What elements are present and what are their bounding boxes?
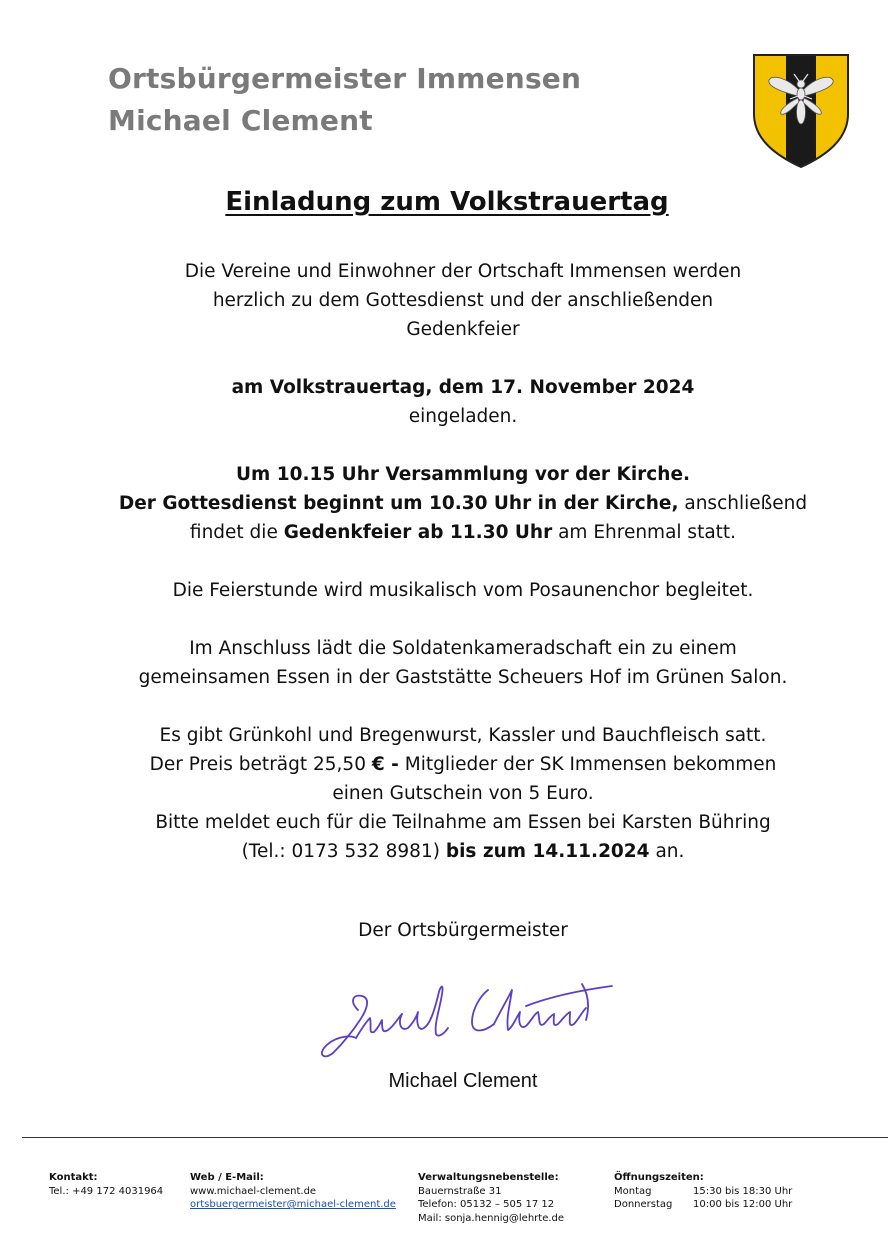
paragraph-line [0,750,894,779]
footer-heading: Öffnungszeiten: [614,1172,704,1183]
footer-web [190,1171,396,1212]
registration-deadline: bis zum 14.11.2024 [445,841,650,862]
office-street: Bauernstraße 31 [418,1185,502,1197]
signature-name: Michael Clement [388,1070,538,1092]
paragraph-line: einen Gutschein von 5 Euro. [332,783,594,804]
paragraph-line: herzlich zu dem Gottesdienst und der anschließenden [212,290,714,311]
hours-time: 15:30 bis 18:30 Uhr [693,1185,793,1197]
paragraph-line: Die Feierstunde wird musikalisch vom Posaunenchor begleitet. [172,580,754,601]
paragraph-line: Bitte meldet euch für die Teilnahme am Essen bei Karsten Bühring [155,812,771,833]
paragraph-line: gemeinsamen Essen in der Gaststätte Scheuers Hof im Grünen Salon. [138,667,788,688]
invitation-body [0,257,894,866]
hours-day: Montag [614,1185,652,1197]
text-run: am Ehrenmal statt. [552,522,737,543]
paragraph-line: Im Anschluss lädt die Soldatenkameradschaft ein zu einem [189,638,737,659]
paragraph-line: Die Vereine und Einwohner der Ortschaft Immensen werden [184,261,742,282]
text-run: (Tel.: 0173 532 8981) [241,841,446,862]
paragraph-line: Es gibt Grünkohl und Bregenwurst, Kassler und Bauchfleisch satt. [159,725,767,746]
letterhead [108,58,668,142]
hours-row [614,1185,792,1199]
footer-heading: Verwaltungsnebenstelle: [418,1172,559,1183]
assembly-time: Um 10.15 Uhr Versammlung vor der Kirche. [235,464,691,485]
paragraph-line: Gedenkfeier [406,319,520,340]
coat-of-arms-icon [751,52,851,170]
handwritten-signature [312,972,622,1064]
letterhead-name: Michael Clement [108,104,373,137]
text-run: Mitglieder der SK Immensen bekommen [398,754,777,775]
footer-divider [22,1137,888,1138]
paragraph-line [0,489,894,518]
text-run: anschließend [678,493,808,514]
event-date: am Volkstrauertag, dem 17. November 2024 [231,377,695,398]
footer-office [418,1171,564,1225]
footer-heading: Kontakt: [49,1172,98,1183]
text-run: findet die [189,522,284,543]
hours-time: 10:00 bis 12:00 Uhr [693,1199,793,1211]
service-time: Der Gottesdienst beginnt um 10.30 Uhr in der Kirche, [118,493,679,514]
closing-line: Der Ortsbürgermeister [358,920,568,941]
hours-row [614,1198,792,1212]
hours-day: Donnerstag [614,1199,673,1211]
footer-contact [49,1171,163,1198]
website-url: www.michael-clement.de [190,1185,317,1197]
text-run: an. [649,841,685,862]
office-mail: Mail: sonja.hennig@lehrte.de [418,1212,565,1224]
letterhead-title: Ortsbürgermeister Immensen [108,62,582,95]
office-phone: Telefon: 05132 – 505 17 12 [418,1199,555,1211]
paragraph-line [0,518,894,547]
email-link[interactable]: ortsbuergermeister@michael-clement.de [190,1199,396,1211]
text-run: Der Preis beträgt 25,50 [149,754,372,775]
paragraph-line [0,837,894,866]
document-title: Einladung zum Volkstrauertag [225,187,669,217]
footer-hours [614,1171,792,1212]
footer-heading: Web / E-Mail: [190,1172,264,1183]
text-run: € - [371,754,399,775]
contact-phone: Tel.: +49 172 4031964 [49,1185,164,1197]
paragraph-line: eingeladen. [408,406,518,427]
ceremony-time: Gedenkfeier ab 11.30 Uhr [283,522,553,543]
